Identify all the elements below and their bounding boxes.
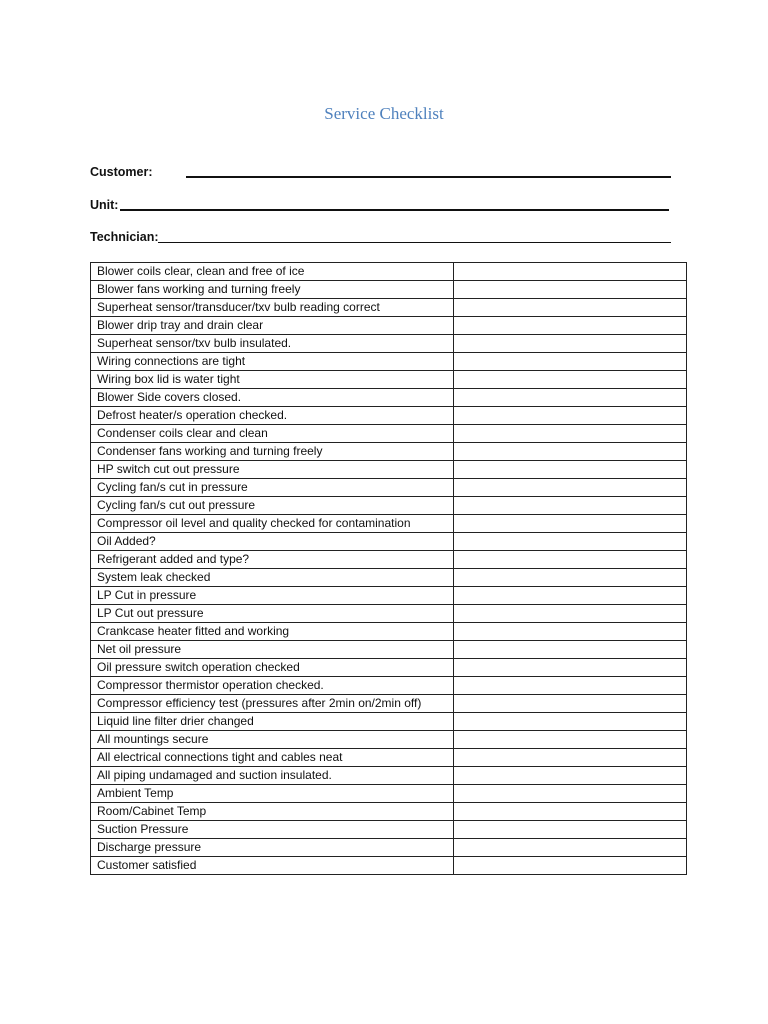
document-title: Service Checklist <box>324 104 444 123</box>
checklist-item-label: Net oil pressure <box>91 641 454 659</box>
checklist-item-label: Compressor oil level and quality checked for contamination <box>91 515 454 533</box>
checklist-item-label: Room/Cabinet Temp <box>91 803 454 821</box>
checklist-item-value[interactable] <box>454 461 687 479</box>
checklist-row <box>91 839 687 857</box>
checklist-row <box>91 371 687 389</box>
checklist-item-value[interactable] <box>454 407 687 425</box>
checklist-item-value[interactable] <box>454 677 687 695</box>
checklist-item-label: System leak checked <box>91 569 454 587</box>
checklist-item-value[interactable] <box>454 317 687 335</box>
checklist-row <box>91 695 687 713</box>
checklist-row <box>91 353 687 371</box>
checklist-item-label: Compressor efficiency test (pressures after 2min on/2min off) <box>91 695 454 713</box>
checklist-item-label: Discharge pressure <box>91 839 454 857</box>
technician-label: Technician: <box>90 230 159 244</box>
checklist-item-label: Superheat sensor/txv bulb insulated. <box>91 335 454 353</box>
checklist-row <box>91 677 687 695</box>
checklist-row <box>91 551 687 569</box>
checklist-item-value[interactable] <box>454 605 687 623</box>
checklist-item-label: Blower drip tray and drain clear <box>91 317 454 335</box>
checklist-row <box>91 461 687 479</box>
checklist-item-value[interactable] <box>454 695 687 713</box>
checklist-item-label: All electrical connections tight and cables neat <box>91 749 454 767</box>
checklist-row <box>91 299 687 317</box>
checklist-row <box>91 767 687 785</box>
checklist-item-value[interactable] <box>454 263 687 281</box>
checklist-item-value[interactable] <box>454 389 687 407</box>
technician-field-line <box>158 242 671 243</box>
checklist-row <box>91 749 687 767</box>
checklist-item-value[interactable] <box>454 623 687 641</box>
checklist-row <box>91 587 687 605</box>
checklist-item-value[interactable] <box>454 515 687 533</box>
checklist-item-label: Wiring box lid is water tight <box>91 371 454 389</box>
checklist-item-label: Wiring connections are tight <box>91 353 454 371</box>
checklist-row <box>91 713 687 731</box>
checklist-item-label: Compressor thermistor operation checked. <box>91 677 454 695</box>
checklist-item-value[interactable] <box>454 713 687 731</box>
checklist-item-label: Crankcase heater fitted and working <box>91 623 454 641</box>
checklist-item-label: Customer satisfied <box>91 857 454 875</box>
checklist-item-value[interactable] <box>454 281 687 299</box>
checklist-item-value[interactable] <box>454 659 687 677</box>
checklist-row <box>91 785 687 803</box>
checklist-item-value[interactable] <box>454 425 687 443</box>
checklist-row <box>91 803 687 821</box>
checklist-row <box>91 533 687 551</box>
checklist-item-label: LP Cut out pressure <box>91 605 454 623</box>
checklist-item-label: Oil pressure switch operation checked <box>91 659 454 677</box>
checklist-row <box>91 479 687 497</box>
checklist-item-label: Liquid line filter drier changed <box>91 713 454 731</box>
checklist-item-label: Cycling fan/s cut out pressure <box>91 497 454 515</box>
checklist-item-label: All mountings secure <box>91 731 454 749</box>
customer-label: Customer: <box>90 165 153 179</box>
checklist-item-label: Superheat sensor/transducer/txv bulb reading correct <box>91 299 454 317</box>
checklist-row <box>91 407 687 425</box>
checklist-row <box>91 731 687 749</box>
checklist-item-label: Ambient Temp <box>91 785 454 803</box>
checklist-item-label: Oil Added? <box>91 533 454 551</box>
checklist-item-value[interactable] <box>454 587 687 605</box>
checklist-row <box>91 623 687 641</box>
checklist-item-label: Condenser coils clear and clean <box>91 425 454 443</box>
checklist-row <box>91 641 687 659</box>
checklist-item-value[interactable] <box>454 839 687 857</box>
checklist-item-label: Suction Pressure <box>91 821 454 839</box>
checklist-row <box>91 821 687 839</box>
checklist-item-value[interactable] <box>454 551 687 569</box>
checklist-item-value[interactable] <box>454 569 687 587</box>
checklist-item-label: Condenser fans working and turning freely <box>91 443 454 461</box>
checklist-item-label: Blower coils clear, clean and free of ice <box>91 263 454 281</box>
checklist-item-value[interactable] <box>454 371 687 389</box>
checklist-item-value[interactable] <box>454 749 687 767</box>
checklist-item-value[interactable] <box>454 803 687 821</box>
checklist-item-value[interactable] <box>454 821 687 839</box>
checklist-row <box>91 659 687 677</box>
checklist-item-label: Defrost heater/s operation checked. <box>91 407 454 425</box>
checklist-item-label: Blower fans working and turning freely <box>91 281 454 299</box>
checklist-item-value[interactable] <box>454 767 687 785</box>
checklist-table <box>90 262 687 875</box>
checklist-row <box>91 497 687 515</box>
checklist-item-value[interactable] <box>454 533 687 551</box>
checklist-item-value[interactable] <box>454 479 687 497</box>
checklist-item-value[interactable] <box>454 443 687 461</box>
checklist-row <box>91 857 687 875</box>
checklist-row <box>91 317 687 335</box>
checklist-item-label: Blower Side covers closed. <box>91 389 454 407</box>
checklist-item-label: All piping undamaged and suction insulated. <box>91 767 454 785</box>
customer-field-line <box>186 176 671 178</box>
unit-label: Unit: <box>90 198 119 212</box>
checklist-item-label: Cycling fan/s cut in pressure <box>91 479 454 497</box>
checklist-item-value[interactable] <box>454 731 687 749</box>
checklist-item-value[interactable] <box>454 641 687 659</box>
checklist-row <box>91 335 687 353</box>
checklist-row <box>91 425 687 443</box>
checklist-body <box>91 263 687 875</box>
checklist-row <box>91 389 687 407</box>
checklist-row <box>91 515 687 533</box>
checklist-item-value[interactable] <box>454 299 687 317</box>
checklist-item-value[interactable] <box>454 785 687 803</box>
checklist-row <box>91 569 687 587</box>
unit-field-line <box>120 209 669 211</box>
checklist-row <box>91 281 687 299</box>
checklist-item-label: HP switch cut out pressure <box>91 461 454 479</box>
checklist-item-label: Refrigerant added and type? <box>91 551 454 569</box>
checklist-row <box>91 443 687 461</box>
checklist-item-value[interactable] <box>454 353 687 371</box>
checklist-item-value[interactable] <box>454 335 687 353</box>
checklist-row <box>91 605 687 623</box>
checklist-item-label: LP Cut in pressure <box>91 587 454 605</box>
checklist-row <box>91 263 687 281</box>
checklist-item-value[interactable] <box>454 857 687 875</box>
checklist-item-value[interactable] <box>454 497 687 515</box>
